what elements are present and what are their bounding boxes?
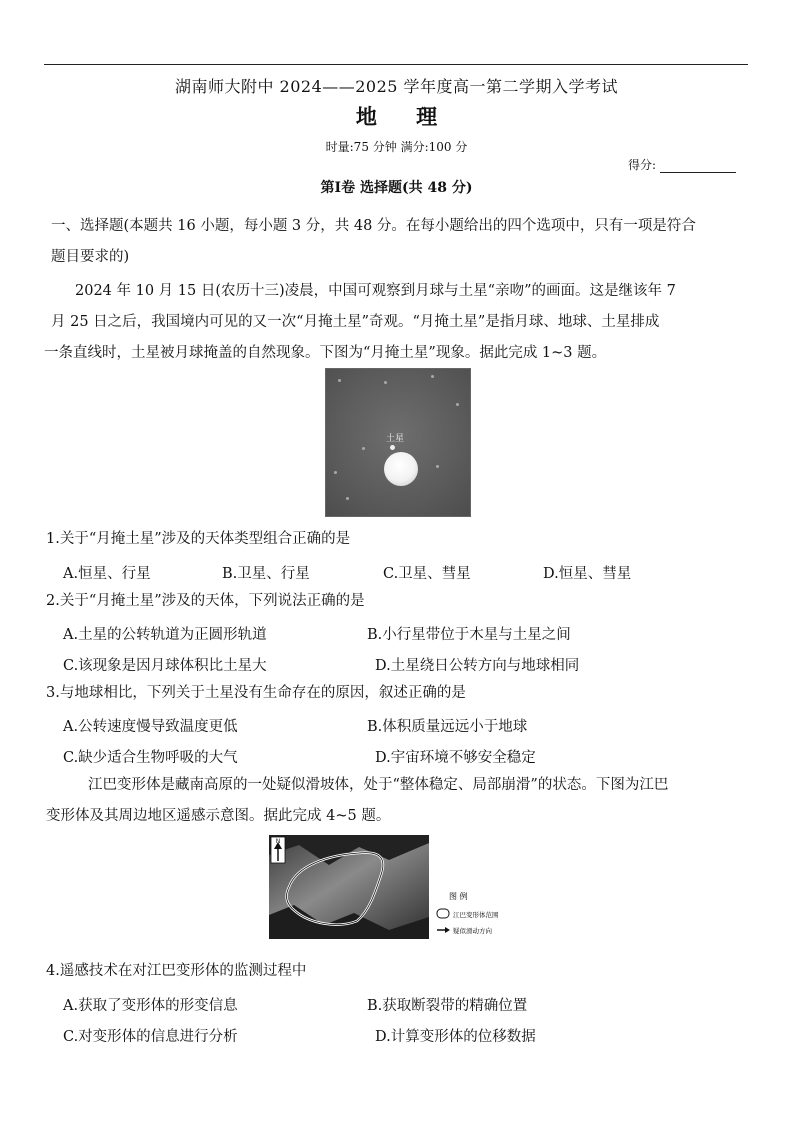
- passage1-line1: 2024 年 10 月 15 日(农历十三)凌晨，中国可观察到月球与土星“亲吻”的画面。这是继该年 7: [75, 283, 676, 299]
- instructions-line1: 一、选择题(本题共 16 小题，每小题 3 分，共 48 分。在每小题给出的四个选项中，只有一项是符合: [51, 218, 696, 234]
- q1-option-a: A.恒星、行星: [63, 566, 151, 582]
- q2-stem: 2.关于“月掩土星”涉及的天体，下列说法正确的是: [46, 593, 365, 609]
- header-rule: [44, 64, 748, 65]
- subject-title: 地 理: [355, 104, 454, 129]
- legend-boundary-icon: [437, 909, 449, 918]
- passage1-line3: 一条直线时，土星被月球掩盖的自然现象。下图为“月掩土星”现象。据此完成 1~3 题。: [44, 345, 607, 361]
- star: [346, 497, 349, 500]
- exam-meta: 时量:75 分钟 满分:100 分: [325, 140, 468, 154]
- q2-option-a: A.土星的公转轨道为正圆形轨道: [63, 627, 267, 643]
- q4-option-b: B.获取断裂带的精确位置: [367, 998, 528, 1014]
- q2-option-b: B.小行星带位于木星与土星之间: [367, 627, 571, 643]
- q1-stem: 1.关于“月掩土星”涉及的天体类型组合正确的是: [46, 531, 351, 547]
- q1-option-b: B.卫星、行星: [222, 566, 310, 582]
- score-label: 得分:: [628, 158, 657, 172]
- star: [431, 375, 434, 378]
- star: [436, 465, 439, 468]
- legend-boundary-label: 江巴变形体范围: [453, 911, 499, 919]
- legend-title: 图 例: [449, 892, 468, 901]
- instructions-line2: 题目要求的): [51, 249, 130, 265]
- score-field: [628, 156, 736, 173]
- q3-stem: 3.与地球相比，下列关于土星没有生命存在的原因，叙述正确的是: [46, 685, 466, 701]
- north-label: N: [275, 839, 281, 845]
- moon: [384, 452, 418, 486]
- q2-option-d: D.土星绕日公转方向与地球相同: [375, 658, 580, 674]
- q4-option-d: D.计算变形体的位移数据: [375, 1029, 536, 1045]
- q4-option-c: C.对变形体的信息进行分析: [63, 1029, 238, 1045]
- q3-option-d: D.宇宙环境不够安全稳定: [375, 750, 536, 766]
- q3-option-a: A.公转速度慢导致温度更低: [63, 719, 238, 735]
- moon-saturn-photo: [325, 368, 471, 517]
- q4-option-a: A.获取了变形体的形变信息: [63, 998, 238, 1014]
- passage1-line2: 月 25 日之后，我国境内可见的又一次“月掩土星”奇观。“月掩土星”是指月球、地球、土星排成: [51, 314, 660, 330]
- q1-option-c: C.卫星、彗星: [383, 566, 471, 582]
- q2-option-c: C.该现象是因月球体积比土星大: [63, 658, 267, 674]
- exam-title: 湖南师大附中 2024——2025 学年度高一第二学期入学考试: [174, 77, 619, 96]
- passage2-line1: 江巴变形体是藏南高原的一处疑似滑坡体，处于“整体稳定、局部崩滑”的状态。下图为江巴: [88, 777, 669, 793]
- section-title: 第Ⅰ卷 选择题(共 48 分): [320, 180, 473, 196]
- saturn-label: 土星: [386, 434, 405, 444]
- legend-direction-label: 疑似滑动方向: [453, 927, 492, 935]
- star: [384, 381, 387, 384]
- star: [334, 471, 337, 474]
- q4-stem: 4.遥感技术在对江巴变形体的监测过程中: [46, 963, 307, 979]
- q3-option-b: B.体积质量远远小于地球: [367, 719, 528, 735]
- passage2-line2: 变形体及其周边地区遥感示意图。据此完成 4~5 题。: [46, 808, 391, 824]
- q3-option-c: C.缺少适合生物呼吸的大气: [63, 750, 238, 766]
- star: [456, 403, 459, 406]
- remote-sensing-map: [269, 835, 524, 939]
- score-blank: [660, 160, 736, 173]
- q1-option-d: D.恒星、彗星: [543, 566, 632, 582]
- saturn: [390, 445, 395, 450]
- star: [362, 447, 365, 450]
- legend-arrow-head-icon: [445, 927, 450, 933]
- star: [338, 379, 341, 382]
